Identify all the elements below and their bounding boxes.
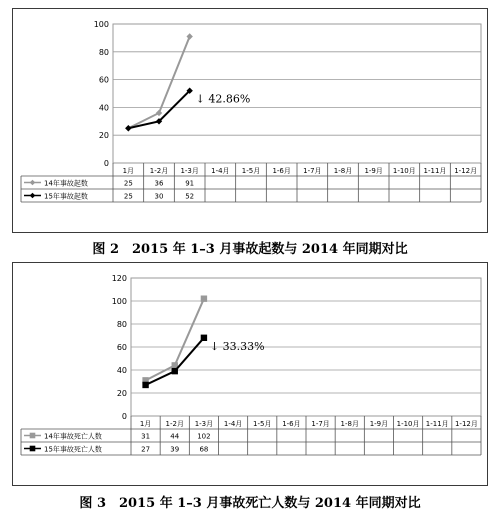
- table-value: 25: [123, 179, 133, 188]
- category-label: 1-7月: [303, 167, 322, 175]
- category-label: 1-7月: [311, 420, 330, 428]
- y-tick-label: 80: [116, 320, 127, 329]
- table-value: 30: [154, 192, 164, 201]
- category-label: 1-9月: [369, 420, 389, 428]
- category-label: 1-3月: [194, 420, 214, 428]
- y-tick-label: 40: [116, 366, 127, 375]
- table-value: 102: [197, 432, 211, 441]
- legend-key-marker: [30, 193, 36, 199]
- data-point: [156, 110, 162, 116]
- y-tick-label: 60: [116, 343, 127, 352]
- category-label: 1-10月: [396, 420, 420, 428]
- category-label: 1-8月: [340, 420, 359, 428]
- legend-series-name: 14年事故死亡人数: [44, 432, 102, 441]
- table-value: 52: [185, 192, 195, 201]
- category-label: 1-6月: [272, 167, 291, 175]
- category-label: 1-11月: [423, 167, 447, 175]
- category-label: 1-9月: [364, 167, 383, 175]
- table-value: 91: [185, 179, 195, 188]
- category-label: 1-11月: [425, 420, 449, 428]
- series-line: [146, 338, 204, 385]
- category-label: 1-2月: [165, 420, 184, 428]
- figure-3-caption: 图 3 2015 年 1–3 月事故死亡人数与 2014 年同期对比: [79, 496, 421, 511]
- death-count-chart: [13, 263, 487, 485]
- legend-series-name: 15年事故死亡人数: [44, 445, 102, 454]
- legend-key-marker: [30, 180, 36, 186]
- category-label: 1-12月: [454, 420, 478, 428]
- plot-area-frame: [113, 24, 481, 163]
- data-point: [142, 382, 148, 388]
- y-tick-label: 20: [98, 131, 109, 141]
- decline-annotation: ↓ 42.86%: [195, 92, 251, 106]
- y-tick-label: 20: [116, 389, 127, 398]
- data-point: [125, 125, 131, 131]
- y-tick-label: 80: [98, 47, 109, 57]
- table-value: 31: [141, 432, 151, 441]
- category-label: 1-6月: [282, 420, 301, 428]
- legend-key-marker: [30, 446, 36, 452]
- y-tick-label: 120: [111, 274, 127, 283]
- category-label: 1-4月: [223, 420, 243, 428]
- legend-series-name: 15年事故起数: [44, 192, 88, 201]
- data-point: [172, 368, 178, 374]
- table-value: 27: [141, 445, 151, 454]
- y-tick-label: 40: [98, 103, 109, 113]
- category-label: 1-5月: [253, 420, 272, 428]
- category-label: 1-8月: [333, 167, 353, 175]
- category-label: 1月: [139, 420, 152, 428]
- category-label: 1-4月: [211, 167, 230, 175]
- category-label: 1-2月: [149, 167, 169, 175]
- category-label: 1-5月: [241, 167, 261, 175]
- data-point: [201, 296, 207, 302]
- data-point: [201, 335, 207, 341]
- accident-count-chart: [13, 9, 487, 232]
- y-tick-label: 100: [93, 20, 109, 29]
- y-tick-label: 0: [103, 159, 109, 168]
- table-value: 39: [170, 445, 180, 454]
- table-value: 36: [154, 179, 164, 188]
- figure-2-caption: 图 2 2015 年 1–3 月事故起数与 2014 年同期对比: [92, 242, 408, 257]
- table-value: 25: [123, 192, 133, 201]
- y-tick-label: 0: [121, 412, 127, 421]
- table-value: 44: [170, 432, 180, 441]
- category-label: 1-12月: [454, 167, 478, 175]
- table-value: 68: [199, 445, 209, 454]
- category-label: 1-10月: [392, 167, 416, 175]
- data-point: [186, 33, 192, 39]
- category-label: 1-3月: [180, 167, 199, 175]
- chart-panel-accidents: [12, 8, 488, 233]
- legend-key-marker: [30, 433, 36, 439]
- category-label: 1月: [122, 167, 135, 175]
- chart-panel-deaths: [12, 262, 488, 486]
- y-tick-label: 60: [98, 75, 109, 85]
- legend-series-name: 14年事故起数: [44, 179, 88, 188]
- decline-annotation: ↓ 33.33%: [209, 339, 265, 353]
- y-tick-label: 100: [111, 297, 127, 306]
